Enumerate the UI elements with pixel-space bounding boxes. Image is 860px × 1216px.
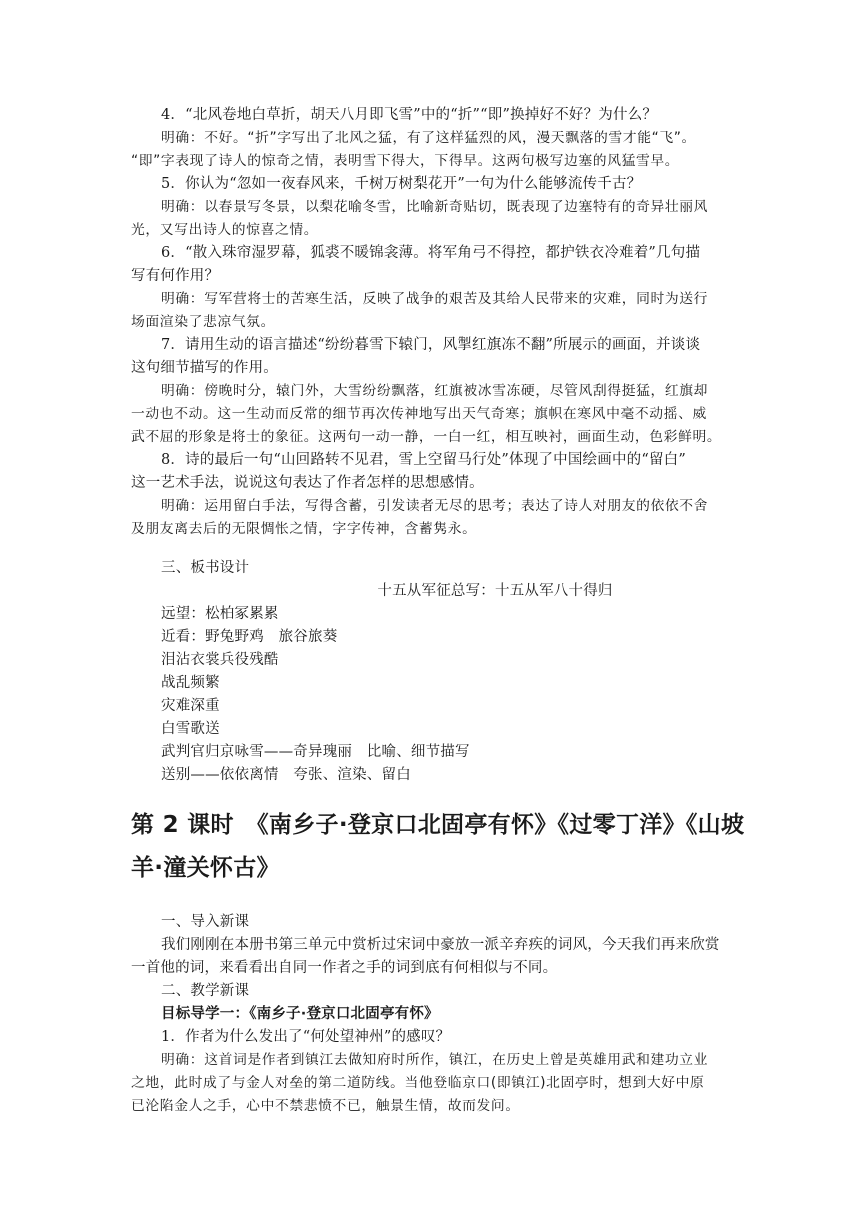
board-line: 武判官归京咏雪——奇异瑰丽 比喻、细节描写	[161, 744, 470, 760]
board-line: 战乱频繁	[161, 675, 220, 691]
lesson-2-question-1: 1．作者为什么发出了“何处望神州”的感叹？	[161, 1029, 451, 1045]
question-6-line-2: 写有何作用？	[131, 268, 220, 284]
answer-4-line-2: “即”字表现了诗人的惊奇之情，表明雪下得大，下得早。这两句极写边塞的风猛雪早。	[131, 153, 680, 169]
question-6-line-1: 6．“散入珠帘湿罗幕，狐裘不暖锦衾薄。将军角弓不得控，都护铁衣冷难着”几句描	[161, 245, 701, 261]
answer-8-line-2: 及朋友离去后的无限惆怅之情，字字传神，含蓄隽永。	[131, 521, 477, 537]
question-4: 4．“北风卷地白草折，胡天八月即飞雪”中的“折”“即”换掉好不好？为什么？	[161, 107, 658, 123]
question-8-line-1: 8．诗的最后一句“山回路转不见君，雪上空留马行处”体现了中国绘画中的“留白”	[161, 452, 686, 468]
answer-7-line-3: 武不屈的形象是将士的象征。这两句一动一静，一白一红，相互映衬，画面生动，色彩鲜明。	[131, 429, 722, 445]
answer-4-line-1: 明确：不好。“折”字写出了北风之猛，有了这样猛烈的风，漫天飘落的雪才能“飞”。	[161, 130, 696, 146]
board-line: 远望：松柏冢累累	[161, 606, 279, 622]
section-heading-intro: 一、导入新课	[161, 914, 250, 930]
board-title: 十五从军征总写：十五从军八十得归	[377, 583, 613, 599]
board-line: 灾难深重	[161, 698, 220, 714]
board-line: 近看：野兔野鸡 旅谷旅葵	[161, 629, 338, 645]
answer-7-line-2: 一动也不动。这一生动而反常的细节再次传神地写出天气奇寒；旗帜在寒风中毫不动摇、威	[131, 406, 707, 422]
lesson-2-answer-1-line-1: 明确：这首词是作者到镇江去做知府时所作，镇江，在历史上曾是英雄用武和建功立业	[161, 1052, 709, 1068]
board-line: 送别——依依离情 夸张、渲染、留白	[161, 767, 411, 783]
question-8-line-2: 这一艺术手法，说说这句表达了作者怎样的思想感情。	[131, 475, 484, 491]
section-heading-teaching: 二、教学新课	[161, 983, 250, 999]
question-7-line-2: 这句细节描写的作用。	[131, 360, 278, 376]
intro-line-1: 我们刚刚在本册书第三单元中赏析过宋词中豪放一派辛弃疾的词风，今天我们再来欣赏	[161, 937, 720, 953]
answer-6-line-2: 场面渲染了悲凉气氛。	[131, 314, 275, 330]
lesson-2-answer-1-line-3: 已沦陷金人之手，心中不禁悲愤不已，触景生情，故而发问。	[131, 1098, 520, 1114]
answer-8-line-1: 明确：运用留白手法，写得含蓄，引发读者无尽的思考；表达了诗人对朋友的依依不舍	[161, 498, 709, 514]
goal-heading: 目标导学一：《南乡子·登京口北固亭有怀》	[161, 1006, 439, 1022]
section-heading-board: 三、板书设计	[161, 560, 250, 576]
answer-5-line-1: 明确：以春景写冬景，以梨花喻冬雪，比喻新奇贴切，既表现了边塞特有的奇异壮丽风	[161, 199, 709, 215]
lesson-2-title-line-2: 羊·潼关怀古》	[131, 855, 280, 881]
question-5: 5．你认为“忽如一夜春风来，千树万树梨花开”一句为什么能够流传千古？	[161, 176, 642, 192]
board-line: 泪沾衣裳兵役残酷	[161, 652, 279, 668]
lesson-2-answer-1-line-2: 之地，此时成了与金人对垒的第二道防线。当他登临京口(即镇江)北固亭时，想到大好中原	[131, 1075, 705, 1091]
answer-7-line-1: 明确：傍晚时分，辕门外，大雪纷纷飘落，红旗被冰雪冻硬，尽管风刮得挺猛，红旗却	[161, 383, 709, 399]
intro-line-2: 一首他的词，来看看出自同一作者之手的词到底有何相似与不同。	[131, 960, 558, 976]
answer-6-line-1: 明确：写军营将士的苦寒生活，反映了战争的艰苦及其给人民带来的灾难，同时为送行	[161, 291, 709, 307]
answer-5-line-2: 光，又写出诗人的惊喜之情。	[131, 222, 319, 238]
board-line: 白雪歌送	[161, 721, 220, 737]
question-7-line-1: 7．请用生动的语言描述“纷纷暮雪下辕门，风掣红旗冻不翻”所展示的画面，并谈谈	[161, 337, 701, 353]
lesson-2-title-line-1: 第 2 课时 《南乡子·登京口北固亭有怀》《过零丁洋》《山坡	[131, 812, 745, 838]
